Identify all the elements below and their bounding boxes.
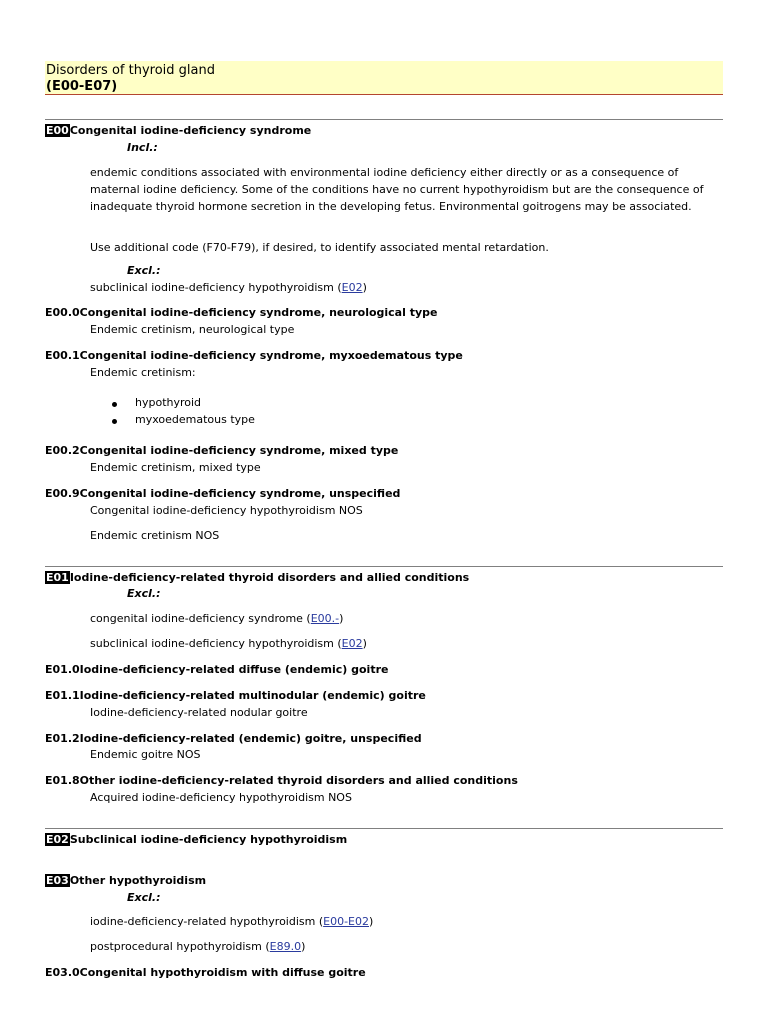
subcategory-heading-e01-0 — [45, 663, 388, 677]
subcategory-title: Congenital hypothyroidism with diffuse goitre — [79, 966, 366, 979]
subcategory-heading-e00-2 — [45, 444, 398, 458]
chapter-title: Disorders of thyroid gland — [46, 63, 215, 78]
code-link-e00[interactable]: E00.- — [310, 612, 340, 625]
category-code: E02 — [46, 833, 69, 846]
section-divider — [45, 119, 723, 120]
subcategory-heading-e01-1 — [45, 689, 426, 703]
excl-item: iodine-deficiency-related hypothyroidism (E00-E02) — [90, 915, 374, 928]
code-link-e02[interactable]: E02 — [341, 281, 363, 294]
subcategory-title: Congenital iodine-deficiency syndrome, neurological type — [79, 306, 438, 319]
section-divider — [45, 566, 723, 567]
category-code: E00 — [46, 124, 69, 137]
category-title: Other hypothyroidism — [69, 874, 207, 887]
subcategory-code: E00.1 — [45, 349, 80, 362]
category-title: Subclinical iodine-deficiency hypothyroidism — [69, 833, 348, 846]
category-heading-e02 — [45, 833, 347, 847]
subcategory-title: Congenital iodine-deficiency syndrome, mixed type — [79, 444, 399, 457]
excl-label: Excl.: — [127, 587, 161, 600]
category-heading-e03 — [45, 874, 206, 888]
inclusion-term: Endemic goitre NOS — [90, 748, 201, 761]
code-link-e89-0[interactable]: E89.0 — [269, 940, 302, 953]
bullet-item: myxoedematous type — [135, 413, 255, 426]
category-code: E01 — [46, 571, 69, 584]
inclusion-term: Iodine-deficiency-related nodular goitre — [90, 706, 308, 719]
section-divider — [45, 828, 723, 829]
subcategory-title: Iodine-deficiency-related (endemic) goitre, unspecified — [79, 732, 422, 745]
subcategory-heading-e00-9 — [45, 487, 400, 501]
subcategory-code: E00.9 — [45, 487, 80, 500]
incl-label: Incl.: — [127, 141, 158, 154]
excl-item: subclinical iodine-deficiency hypothyroidism (E02) — [90, 637, 367, 650]
subcategory-code: E01.2 — [45, 732, 80, 745]
use-additional-note: Use additional code (F70-F79), if desired, to identify associated mental retardation. — [90, 241, 549, 254]
excl-item: postprocedural hypothyroidism (E89.0) — [90, 940, 306, 953]
subcategory-heading-e01-2 — [45, 732, 422, 746]
subcategory-title: Iodine-deficiency-related diffuse (endemic) goitre — [79, 663, 389, 676]
code-link-e02[interactable]: E02 — [341, 637, 363, 650]
subcategory-title: Congenital iodine-deficiency syndrome, unspecified — [79, 487, 401, 500]
category-heading-e01 — [45, 571, 469, 585]
category-title: Congenital iodine-deficiency syndrome — [69, 124, 312, 137]
subcategory-heading-e03-0 — [45, 966, 366, 980]
inclusion-term: Acquired iodine-deficiency hypothyroidism NOS — [90, 791, 352, 804]
subcategory-code: E01.0 — [45, 663, 80, 676]
subcategory-heading-e00-0 — [45, 306, 437, 320]
inclusion-term: Congenital iodine-deficiency hypothyroidism NOS — [90, 504, 363, 517]
chapter-banner — [45, 61, 723, 95]
category-heading-e00 — [45, 124, 311, 138]
excl-item: subclinical iodine-deficiency hypothyroidism (E02) — [90, 281, 367, 294]
subcategory-title: Iodine-deficiency-related multinodular (endemic) goitre — [79, 689, 426, 702]
inclusion-term: Endemic cretinism, neurological type — [90, 323, 295, 336]
excl-label: Excl.: — [127, 891, 161, 904]
subcategory-heading-e01-8 — [45, 774, 518, 788]
subcategory-heading-e00-1 — [45, 349, 463, 363]
subcategory-title: Other iodine-deficiency-related thyroid disorders and allied conditions — [79, 774, 518, 787]
excl-item: congenital iodine-deficiency syndrome (E00.-) — [90, 612, 344, 625]
code-link-e00-e02[interactable]: E00-E02 — [323, 915, 369, 928]
inclusion-term: Endemic cretinism, mixed type — [90, 461, 261, 474]
subcategory-code: E00.0 — [45, 306, 80, 319]
bullet-dot — [112, 419, 117, 424]
bullet-dot — [112, 402, 117, 407]
subcategory-code: E00.2 — [45, 444, 80, 457]
chapter-range: (E00-E07) — [46, 79, 118, 94]
inclusion-term: Endemic cretinism NOS — [90, 529, 220, 542]
excl-label: Excl.: — [127, 264, 161, 277]
subcategory-code: E01.8 — [45, 774, 80, 787]
subcategory-code: E01.1 — [45, 689, 80, 702]
incl-text: endemic conditions associated with environmental iodine deficiency either directly or as a consequence of maternal iodine deficiency. Some of the conditions have no current hypothyroidism but are the consequence of inadequate thyroid hormone secretion in the developing fetus. Environmental goitrogens may be associated. — [90, 166, 704, 213]
category-title: Iodine-deficiency-related thyroid disorders and allied conditions — [69, 571, 470, 584]
bullet-item: hypothyroid — [135, 396, 202, 409]
category-code: E03 — [46, 874, 69, 887]
subcategory-code: E03.0 — [45, 966, 80, 979]
subcategory-title: Congenital iodine-deficiency syndrome, myxoedematous type — [79, 349, 463, 362]
inclusion-term: Endemic cretinism: — [90, 366, 196, 379]
